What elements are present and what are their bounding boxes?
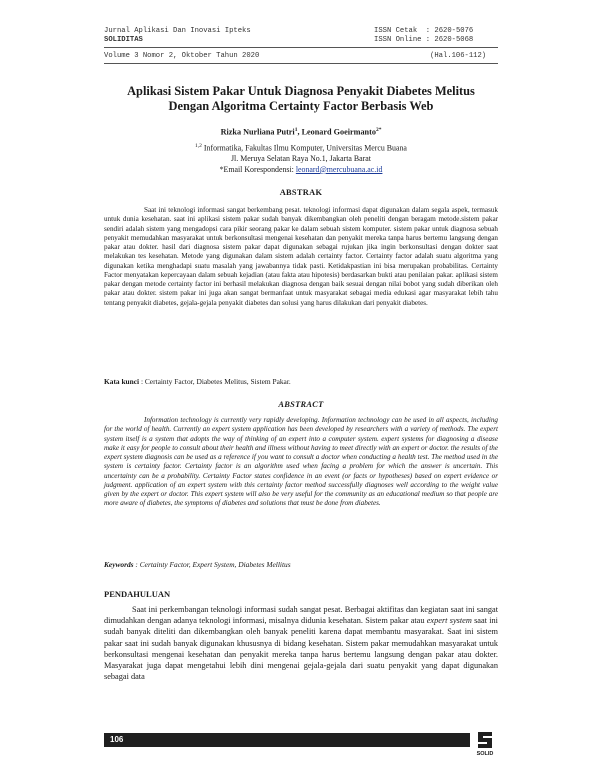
email-label: *Email Korespondensi: bbox=[219, 164, 296, 174]
journal-brand: SOLIDITAS bbox=[104, 36, 143, 44]
affiliation-line-1 bbox=[104, 141, 498, 154]
logo-text: SOLID bbox=[476, 751, 494, 757]
abstract-keywords-text: : Certainty Factor, Expert System, Diabetes Mellitus bbox=[133, 560, 291, 569]
paper-title bbox=[104, 84, 498, 114]
author-1-sup: 1 bbox=[294, 127, 298, 133]
affiliation-dept: Informatika, Fakultas Ilmu Komputer, Universitas Mercu Buana bbox=[201, 143, 407, 153]
header-rule-bottom bbox=[104, 63, 498, 64]
author-2: Leonard Goeirmanto bbox=[301, 127, 376, 137]
page-range: (Hal.106-112) bbox=[430, 52, 487, 60]
abstrak-keywords-text: : Certainty Factor, Diabetes Melitus, Sistem Pakar. bbox=[139, 377, 291, 386]
abstract-keywords-label: Keywords bbox=[104, 560, 134, 569]
abstrak-text: Saat ini teknologi informasi sangat berkembang pesat. teknologi informasi dapat digunakan dalam segala aspek, termasuk untuk dunia kesehatan. saat ini aplikasi sistem pakar sudah banyak dikembangkan oleh peneliti dengan beragam metode.sistem pakar sendiri adalah sistem yang mengadopsi cara pikir seorang pakar ke dalam sebuah sistem komputer. sistem pakar untuk diagnosa sebuah penyakit memudahkan masyarakat untuk berkonsultasi mengenai kesehatan dan penyakit mereka tanpa harus bertemu langsung dengan pakar atau dokter. hasil dari diagnosa sistem pakar dapat digunakan sebagai rujukan jika ingin berkonsultasi dengan dokter saat melakukan tes kesehatan. Metode yang digunakan dalam sistem adalah certainty factor. Certainty factor adalah suatu algoritma yang digunakan ketika menghadapi suatu masalah yang jawabannya tidak pasti. Ketidakpastian ini bisa merupakan probabilitas. Certainty Factor menyatakan kepercayaan dalam sebuah kejadian (atau fakta atau hipotesis) berdasarkan bukti atau penilaian pakar. aplikasi sistem pakar dengan metode certainty factor ini berhasil melakukan diagnosa dengan baik sesuai dengan nilai bobot yang sudah diberikan oleh pakar atau dokter. sistem pakar ini juga akan sangat bermanfaat untuk masyarakat sebagai media edukasi agar masyarakat lebih tahu tentang penyakit diabetes, gejala-gejala penyakit diabetes dan solusi yang harus dilakukan dari penyakit diabetes. bbox=[104, 206, 498, 307]
soliditas-logo-icon bbox=[472, 729, 498, 751]
abstract-heading: ABSTRACT bbox=[278, 400, 324, 409]
footer-bar bbox=[104, 733, 470, 747]
intro-text-a: Saat ini perkembangan teknologi informasi sudah sangat pesat. Berbagai aktifitas dan kegiatan saat ini sangat dimudahkan dengan adanya teknologi informasi, misalnya didunia kesehatan. Sistem pakar atau bbox=[104, 605, 498, 626]
email-link[interactable]: leonard@mercubuana.ac.id bbox=[295, 164, 383, 174]
title-line-2: Dengan Algoritma Certainty Factor Berbasis Web bbox=[168, 99, 434, 113]
intro-text-b: saat ini sudah banyak diteliti dan dikembangkan oleh banyak peneliti karena dapat membantu masyarakat. Saat ini sistem pakar saat ini sudah banyak digunakan khususnya di bidang kesehatan. Sistem pakar memudahkan masyarakat untuk berkonsultasi mengenai kesehatan dan penyakit mereka tanpa harus bertemu langsung dengan pakar atau dokter. Masyarakat juga dapat mengetahui lebih dini mengenai gejala-gejala dari suatu penyakit yang dapat digunakan sebagai data bbox=[104, 616, 498, 682]
issn-online: ISSN Online : 2620-5068 bbox=[374, 36, 474, 44]
author-separator: , bbox=[297, 127, 302, 137]
intro-heading: PENDAHULUAN bbox=[104, 589, 171, 599]
affiliation-email bbox=[104, 165, 498, 176]
volume-info: Volume 3 Nomor 2, Oktober Tahun 2020 bbox=[104, 52, 260, 60]
intro-text bbox=[104, 604, 498, 682]
page-number: 106 bbox=[110, 735, 124, 744]
abstrak-keywords-label: Kata kunci bbox=[104, 377, 140, 386]
abstract-keywords bbox=[104, 560, 498, 569]
intro-text-italic: expert system bbox=[426, 616, 472, 626]
affiliation-sup: 1,2 bbox=[195, 143, 202, 149]
affiliation-line-2: Jl. Meruya Selatan Raya No.1, Jakarta Barat bbox=[230, 154, 371, 164]
issn-print: ISSN Cetak : 2620-5076 bbox=[374, 27, 474, 35]
abstrak-heading: ABSTRAK bbox=[279, 188, 323, 197]
authors bbox=[104, 125, 498, 138]
abstract-text: Information technology is currently very rapidly developing. Information technology can be used in all aspects, including for the world of health. Currently an expert system application has been developed by researchers with a variety of methods. The expert system itself is a system that adopts the way of thinking of an expert into a computer system. expert systems for diagnosing a disease make it easy for people to consult about their health and illness without having to meet directly with an expert or doctor. the results of the expert system diagnosis can be used as a reference if you want to consult a doctor when conducting a health test. The method used in the system is certainty factor. Certainty factor is an algorithm used when facing a problem for which the answer is uncertain. This uncertainty can be a probability. Certainty Factor states confidence in an event (or facts or hypotheses) based on expert evidence or judgment. application of an expert system with this certainty factor method successfully diagnoses well according to the weight value given by the expert or doctor. This expert system will also be very useful for the community as an educational medium so that people are more aware of diabetes, the symptoms of diabetes and solutions that must be done from diabetes. bbox=[104, 416, 498, 508]
header-rule-top bbox=[104, 47, 498, 48]
author-2-sup: 2* bbox=[375, 127, 382, 133]
abstrak-keywords bbox=[104, 377, 498, 386]
journal-name: Jurnal Aplikasi Dan Inovasi Ipteks bbox=[104, 27, 251, 35]
author-1: Rizka Nurliana Putri bbox=[220, 127, 295, 137]
affiliation bbox=[104, 141, 498, 175]
title-line-1: Aplikasi Sistem Pakar Untuk Diagnosa Penyakit Diabetes Melitus bbox=[127, 84, 475, 98]
